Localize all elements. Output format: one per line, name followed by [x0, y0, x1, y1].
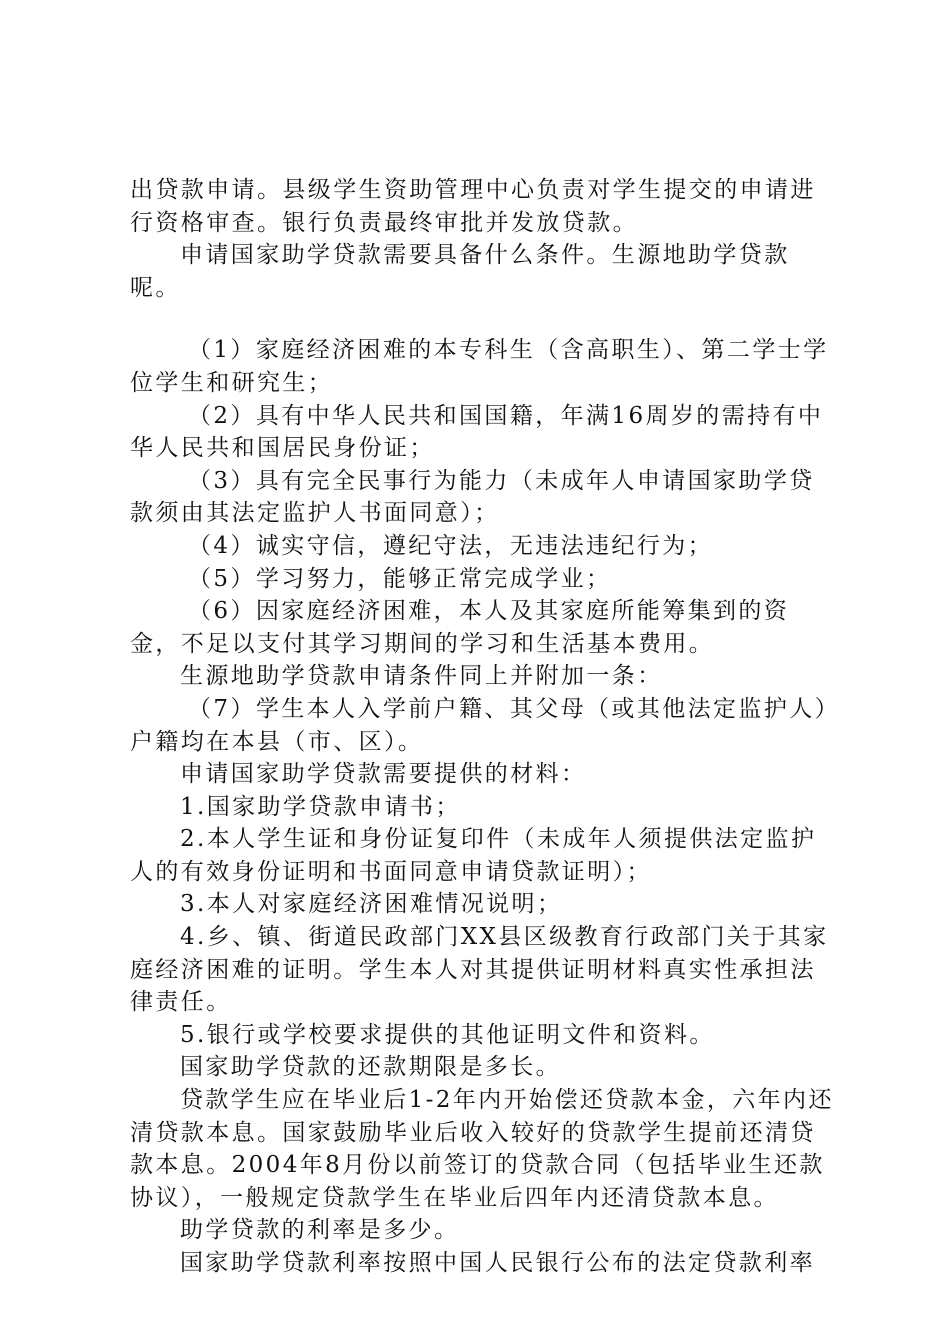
material-2: 2.本人学生证和身份证复印件（未成年人须提供法定监护人的有效身份证明和书面同意申请贷款证明）； [130, 826, 817, 885]
repayment-answer: 贷款学生应在毕业后1-2年内开始偿还贷款本金，六年内还清贷款本息。国家鼓励毕业后收入较好的贷款学生提前还清贷款本息。2004年8月份以前签订的贷款合同（包括毕业生还款协议），一般规定贷款学生在毕业后四年内还清贷款本息。 [130, 1087, 834, 1211]
materials-heading: 申请国家助学贷款需要提供的材料： [180, 761, 587, 788]
condition-4: （4）诚实守信，遵纪守法，无违法违纪行为； [188, 532, 714, 559]
repayment-question: 国家助学贷款的还款期限是多长。 [180, 1054, 561, 1081]
condition-5: （5）学习努力，能够正常完成学业； [188, 565, 612, 592]
condition-3: （3）具有完全民事行为能力（未成年人申请国家助学贷款须由其法定监护人书面同意）； [130, 467, 815, 527]
material-4: 4.乡、镇、街道民政部门XX县区级教育行政部门关于其家庭经济困难的证明。学生本人对其提供证明材料真实性承担法律责任。 [130, 924, 829, 1016]
condition-6: （6）因家庭经济困难，本人及其家庭所能筹集到的资金，不足以支付其学习期间的学习和生活基本费用。 [130, 598, 790, 657]
condition-1: （1）家庭经济困难的本专科生（含高职生）、第二学士学位学生和研究生； [130, 337, 829, 396]
interest-answer: 国家助学贷款利率按照中国人民银行公布的法定贷款利率 [180, 1250, 815, 1276]
condition-2: （2）具有中华人民共和国国籍，年满16周岁的需持有中华人民共和国居民身份证； [130, 402, 824, 462]
document-body [130, 174, 836, 1280]
local-loan-conditions: 生源地助学贷款申请条件同上并附加一条： [180, 663, 663, 690]
material-3: 3.本人对家庭经济困难情况说明； [180, 891, 563, 918]
material-1: 1.国家助学贷款申请书； [180, 793, 461, 820]
material-5: 5.银行或学校要求提供的其他证明文件和资料。 [180, 1021, 715, 1048]
interest-question: 助学贷款的利率是多少。 [180, 1217, 460, 1244]
question-conditions: 申请国家助学贷款需要具备什么条件。生源地助学贷款呢。 [130, 242, 790, 301]
condition-7: （7）学生本人入学前户籍、其父母（或其他法定监护人）户籍均在本县（市、区）。 [130, 695, 829, 755]
paragraph-intro: 出贷款申请。县级学生资助管理中心负责对学生提交的申请进行资格审查。银行负责最终审批并发放贷款。 [130, 177, 816, 236]
